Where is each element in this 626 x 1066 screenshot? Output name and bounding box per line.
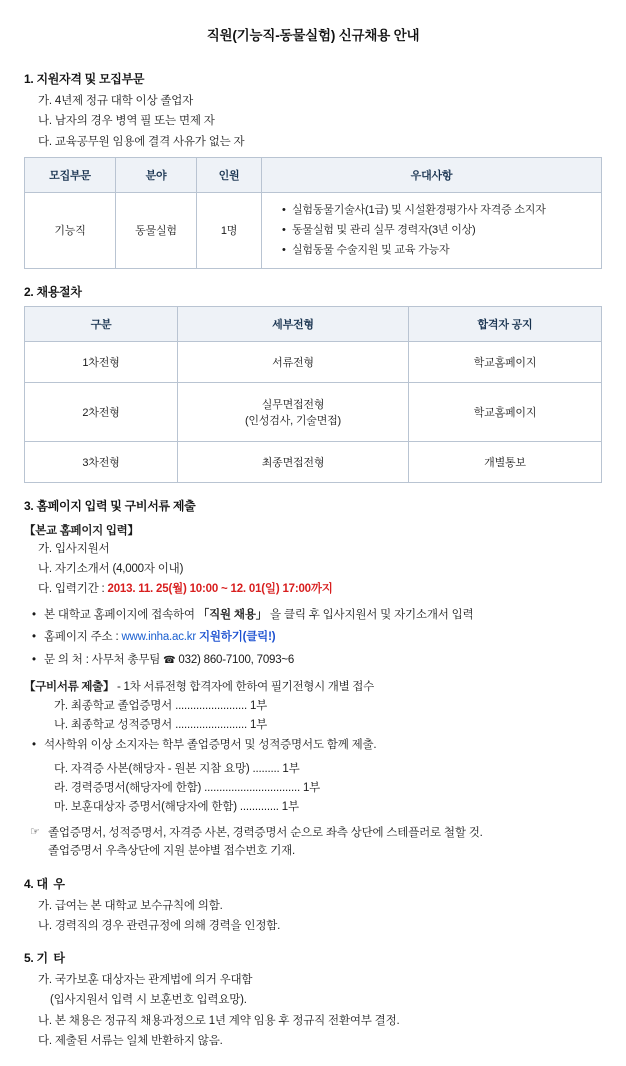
- section-etc: [24, 949, 602, 1050]
- section-number: 3.: [24, 498, 34, 513]
- cell-notice: 학교홈페이지: [409, 341, 602, 382]
- cell-detail: 서류전형: [178, 341, 409, 382]
- note-item-contact: [30, 652, 602, 670]
- etc-line: (입사지원서 입력 시 보훈번호 입력요망).: [38, 994, 247, 1007]
- section-number: 5.: [24, 951, 34, 966]
- section-title: 대 우: [36, 876, 66, 891]
- documents-heading: [24, 678, 602, 694]
- cell-detail: [178, 382, 409, 441]
- document-item: 라. 경력증명서(해당자에 한함) ................................ 1부: [54, 781, 321, 794]
- section-number: 2.: [24, 284, 34, 299]
- section-process: [24, 283, 602, 483]
- section-title: 기 타: [36, 951, 66, 966]
- section-number: 4.: [24, 876, 34, 891]
- col-header-field: 모집부문: [25, 157, 116, 192]
- qualification-line: 나. 남자의 경우 병역 필 또는 면제 자: [38, 115, 215, 128]
- cell-notice: 학교홈페이지: [409, 382, 602, 441]
- stapler-note: [30, 824, 602, 861]
- period-value: 2013. 11. 25(월) 10:00 ~ 12. 01(일) 17:00까지: [107, 583, 333, 596]
- section-number: 1.: [24, 72, 34, 86]
- section-title: 홈페이지 입력 및 구비서류 제출: [36, 498, 196, 513]
- table-row: [25, 382, 602, 441]
- cell-step: 2차전형: [25, 382, 178, 441]
- table-row: [25, 441, 602, 482]
- note-prefix: 홈페이지 주소 :: [44, 631, 122, 644]
- preference-list: [268, 202, 595, 259]
- note-quoted: 「직원 채용」: [197, 608, 268, 621]
- section-qualifications: [24, 70, 602, 269]
- qualification-line: 다. 교육공무원 임용에 결격 사유가 없는 자: [38, 135, 245, 148]
- table-row: [25, 192, 602, 268]
- section-submission: [24, 497, 602, 861]
- submission-period: [38, 581, 602, 598]
- section-heading-qualifications: [24, 70, 602, 87]
- cell-field: 기능직: [25, 192, 116, 268]
- homepage-input-heading: 【본교 홈페이지 입력】: [24, 524, 139, 537]
- homepage-url[interactable]: www.inha.ac.kr: [121, 631, 196, 644]
- cell-count: 1명: [197, 192, 262, 268]
- etc-line: 나. 본 채용은 정규직 채용과정으로 1년 계약 임용 후 정규직 전환여부 결정.: [38, 1014, 400, 1027]
- cell-area: 동물실험: [116, 192, 197, 268]
- col-header-count: 인원: [197, 157, 262, 192]
- section-treatment: [24, 875, 602, 936]
- contact-phone: 032) 860-7100, 7093~6: [178, 654, 295, 667]
- col-header-detail: 세부전형: [178, 306, 409, 341]
- recruit-table: [24, 157, 602, 269]
- masters-note-list: [30, 737, 602, 755]
- phone-icon: ☎: [163, 655, 176, 667]
- col-header-area: 분야: [116, 157, 197, 192]
- section-heading-treatment: [24, 875, 602, 892]
- section-title: 지원자격 및 모집부문: [36, 72, 145, 86]
- etc-line: 다. 제출된 서류는 일체 반환하지 않음.: [38, 1034, 223, 1047]
- note-suffix: 을 클릭 후 입사지원서 및 자기소개서 입력: [267, 608, 474, 621]
- masters-note: • 석사학위 이상 소지자는 학부 졸업증명서 및 성적증명서도 함께 제출.: [30, 737, 602, 755]
- list-item: • 실험동물 수술지원 및 교육 가능자: [282, 242, 595, 259]
- pointing-hand-icon: ☞: [30, 825, 40, 838]
- page-title: 직원(기능직-동물실험) 신규채용 안내: [206, 28, 420, 43]
- cell-detail-line2: (인성검사, 기술면접): [244, 414, 342, 427]
- cell-detail: 최종면접전형: [178, 441, 409, 482]
- section-heading-submission: [24, 497, 602, 514]
- col-header-step: 구분: [25, 306, 178, 341]
- document-item: 나. 최종학교 성적증명서 ........................ 1부: [54, 719, 268, 732]
- process-table: [24, 306, 602, 483]
- col-header-notice: 합격자 공지: [409, 306, 602, 341]
- col-header-preferences: 우대사항: [262, 157, 602, 192]
- cell-notice: 개별통보: [409, 441, 602, 482]
- table-header-row: [25, 306, 602, 341]
- note-item-homepage: [30, 629, 602, 647]
- period-label: 다. 입력기간 :: [38, 583, 108, 596]
- treatment-line: 가. 급여는 본 대학교 보수규칙에 의함.: [38, 899, 223, 912]
- list-item: • 동물실험 및 관리 실무 경력자(3년 이상): [282, 222, 595, 239]
- document-item: 가. 최종학교 졸업증명서 ........................ 1부: [54, 700, 268, 713]
- note-prefix: 본 대학교 홈페이지에 접속하여: [44, 608, 198, 621]
- table-row: [25, 341, 602, 382]
- submission-line: 나. 자기소개서 (4,000자 이내): [38, 563, 184, 576]
- cell-preferences: [262, 192, 602, 268]
- cell-step: 1차전형: [25, 341, 178, 382]
- etc-line: 가. 국가보훈 대상자는 관계법에 의거 우대함: [38, 974, 253, 987]
- treatment-line: 나. 경력직의 경우 관련규정에 의해 경력을 인정함.: [38, 919, 281, 932]
- submission-line: 가. 입사지원서: [38, 542, 110, 555]
- table-header-row: [25, 157, 602, 192]
- document-item: 마. 보훈대상자 증명서(해당자에 한함) ............. 1부: [54, 800, 299, 813]
- section-heading-process: [24, 283, 602, 300]
- documents-heading-note: - 1차 서류전형 합격자에 한하여 필기전형시 개별 접수: [114, 681, 374, 694]
- note-item-apply: [30, 607, 602, 625]
- section-title: 채용절차: [36, 284, 82, 299]
- document-item: 다. 자격증 사본(해당자 - 원본 지참 요망) ......... 1부: [54, 762, 300, 775]
- apply-link[interactable]: 지원하기(클릭!): [198, 631, 276, 644]
- documents-heading-label: 【구비서류 제출】: [24, 681, 115, 694]
- list-item: • 실험동물기술사(1급) 및 시설환경평가사 자격증 소지자: [282, 202, 595, 219]
- cell-step: 3차전형: [25, 441, 178, 482]
- stapler-note-line1: 졸업증명서, 성적증명서, 자격증 사본, 경력증명서 순으로 좌측 상단에 스테플러로 철할 것.: [48, 826, 483, 839]
- cell-detail-line1: 실무면접전형: [261, 398, 325, 411]
- stapler-note-line2: 졸업증명서 우측상단에 지원 분야별 접수번호 기재.: [48, 845, 296, 858]
- submission-notes: [30, 607, 602, 670]
- qualification-line: 가. 4년제 정규 대학 이상 졸업자: [38, 95, 194, 107]
- section-heading-etc: [24, 949, 602, 966]
- note-prefix: 문 의 처 : 사무처 총무팀: [44, 654, 164, 667]
